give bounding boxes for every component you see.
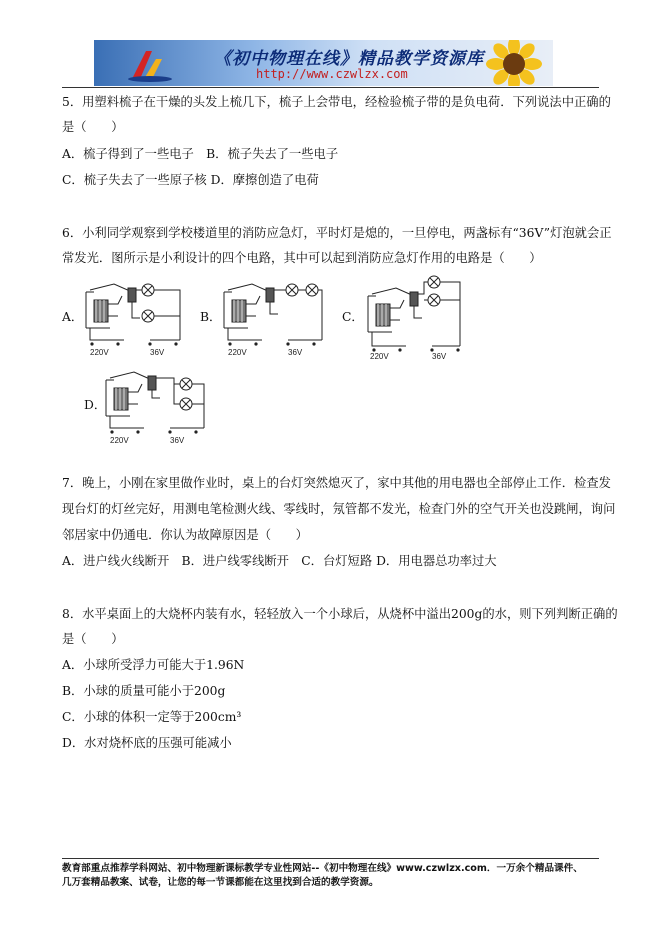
banner-url: http://www.czwlzx.com — [256, 67, 408, 81]
q8-option-d: D．水对烧杯底的压强可能减小 — [62, 736, 232, 750]
q6-stem-line2: 常发光．图所示是小利设计的四个电路，其中可以起到消防应急灯作用的电路是（ ） — [62, 251, 542, 265]
circuit-a-diagram — [84, 278, 192, 356]
q7-stem-line2: 现台灯的灯丝完好，用测电笔检测火线、零线时，氖管都不发光，检查门外的空气开关也没跳闸，询问 — [62, 502, 616, 516]
circuit-c-v2: 36V — [432, 352, 447, 360]
header-rule — [62, 87, 599, 88]
banner-title: 《初中物理在线》精品教学资源库 — [214, 49, 484, 69]
footer-line1: 教育部重点推荐学科网站、初中物理新课标教学专业性网站--《初中物理在线》www.czwlzx.com．一万余个精品课件、 — [62, 863, 583, 874]
q8-stem-line2: 是（ ） — [62, 632, 124, 646]
footer-rule — [62, 858, 599, 859]
circuit-b-v1: 220V — [228, 348, 247, 356]
q7-stem-line3: 邻居家中仍通电．你认为故障原因是（ ） — [62, 528, 308, 542]
q6-stem-line1: 6．小利同学观察到学校楼道里的消防应急灯，平时灯是熄的，一旦停电，两盏标有“36V”灯泡就会正 — [62, 226, 612, 240]
q5-stem-line1: 5．用塑料梳子在干燥的头发上梳几下，梳子上会带电，经检验梳子带的是负电荷．下列说法中正确的 — [62, 95, 611, 109]
circuit-c-label: C． — [342, 310, 364, 324]
circuit-d-v2: 36V — [170, 436, 185, 444]
circuit-b-v2: 36V — [288, 348, 303, 356]
circuit-a-v2: 36V — [150, 348, 165, 356]
q5-options-cd: C．梳子失去了一些原子核 D．摩擦创造了电荷 — [62, 173, 319, 187]
q8-option-a: A．小球所受浮力可能大于1.96N — [62, 658, 245, 672]
circuit-a-label: A． — [62, 310, 84, 324]
circuit-b-label: B． — [200, 310, 222, 324]
circuit-d-diagram — [104, 366, 212, 444]
q5-stem-line2: 是（ ） — [62, 120, 124, 134]
q5-options-ab: A．梳子得到了一些电子 B．梳子失去了一些电子 — [62, 147, 339, 161]
circuit-a-v1: 220V — [90, 348, 109, 356]
circuit-b-diagram — [222, 278, 330, 356]
q7-stem-line1: 7．晚上，小刚在家里做作业时，桌上的台灯突然熄灭了，家中其他的用电器也全部停止工作．检查发 — [62, 476, 611, 490]
circuit-c-diagram — [362, 270, 470, 360]
q8-stem-line1: 8．水平桌面上的大烧杯内装有水，轻轻放入一个小球后，从烧杯中溢出200g的水，则下列判断正确的 — [62, 607, 618, 621]
q8-option-c: C．小球的体积一定等于200cm³ — [62, 710, 242, 724]
sunflower-icon — [479, 40, 549, 86]
footer-line2: 几万套精品教案、试卷，让您的每一节课都能在这里找到合适的教学资源。 — [62, 877, 379, 888]
circuit-d-label: D． — [84, 398, 107, 412]
header-banner — [94, 40, 553, 86]
q8-option-b: B．小球的质量可能小于200g — [62, 684, 226, 698]
circuit-c-v1: 220V — [370, 352, 389, 360]
circuit-d-v1: 220V — [110, 436, 129, 444]
site-logo-icon — [126, 45, 174, 83]
q7-options: A．进户线火线断开 B．进户线零线断开 C．台灯短路 D．用电器总功率过大 — [62, 554, 497, 568]
